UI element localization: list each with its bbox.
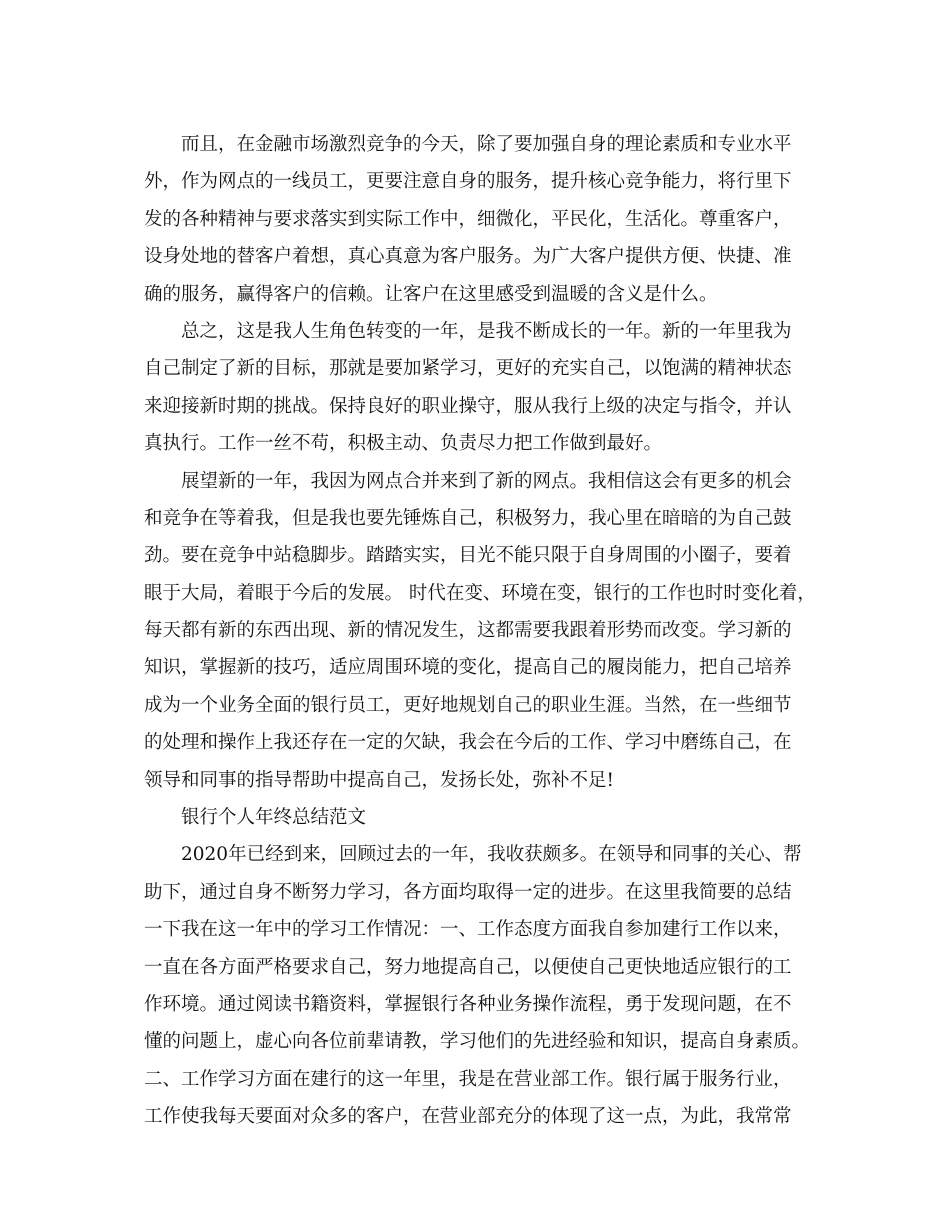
- text-line: 和竞争在等着我，但是我也要先锤炼自己，积极努力，我心里在暗暗的为自己鼓: [144, 507, 792, 529]
- text-line: 2020年已经到来，回顾过去的一年，我收获颇多。在领导和同事的关心、帮: [181, 844, 802, 866]
- text-line: 自己制定了新的目标，那就是要加紧学习，更好的充实自己，以饱满的精神状态: [144, 358, 792, 380]
- text-line: 真执行。工作一丝不苟，积极主动、负责尽力把工作做到最好。: [144, 433, 663, 455]
- text-line: 工作使我每天要面对众多的客户，在营业部充分的体现了这一点，为此，我常常: [144, 1106, 792, 1128]
- text-line: 一下我在这一年中的学习工作情况：一、工作态度方面我自参加建行工作以来，: [144, 919, 792, 941]
- text-line: 一直在各方面严格要求自己，努力地提高自己，以便使自己更快地适应银行的工: [144, 956, 792, 978]
- text-line: 作环境。通过阅读书籍资料，掌握银行各种业务操作流程，勇于发现问题，在不: [144, 993, 792, 1015]
- text-line: 懂的问题上，虚心向各位前辈请教，学习他们的先进经验和知识，提高自身素质。: [144, 1031, 811, 1053]
- text-line: 来迎接新时期的挑战。保持良好的职业操守，服从我行上级的决定与指令，并认: [144, 395, 792, 417]
- document-body: [144, 126, 824, 1136]
- text-line: 设身处地的替客户着想，真心真意为客户服务。为广大客户提供方便、快捷、准: [144, 246, 792, 268]
- text-line: 二、工作学习方面在建行的这一年里，我是在营业部工作。银行属于服务行业，: [144, 1068, 792, 1090]
- text-line: 确的服务，赢得客户的信赖。让客户在这里感受到温暖的含义是什么。: [144, 283, 718, 305]
- text-line: 展望新的一年，我因为网点合并来到了新的网点。我相信这会有更多的机会: [181, 470, 792, 492]
- text-line: 的处理和操作上我还存在一定的欠缺，我会在今后的工作、学习中磨练自己，在: [144, 732, 792, 754]
- text-line: 助下，通过自身不断努力学习，各方面均取得一定的进步。在这里我简要的总结: [144, 881, 792, 903]
- text-line: 发的各种精神与要求落实到实际工作中，细微化，平民化，生活化。尊重客户，: [144, 208, 792, 230]
- text-line: 外，作为网点的一线员工，更要注意自身的服务，提升核心竞争能力，将行里下: [144, 171, 792, 193]
- text-line: 每天都有新的东西出现、新的情况发生，这都需要我跟着形势而改变。学习新的: [144, 620, 792, 642]
- text-line: 眼于大局，着眼于今后的发展。 时代在变、环境在变，银行的工作也时时变化着，: [144, 582, 816, 604]
- text-line: 总之，这是我人生角色转变的一年，是我不断成长的一年。新的一年里我为: [181, 320, 792, 342]
- text-line: 劲。要在竞争中站稳脚步。踏踏实实，目光不能只限于自身周围的小圈子，要着: [144, 545, 792, 567]
- text-line: 领导和同事的指导帮助中提高自己，发扬长处，弥补不足!: [144, 769, 614, 791]
- text-line: 而且，在金融市场激烈竞争的今天，除了要加强自身的理论素质和专业水平: [181, 134, 792, 155]
- text-line: 银行个人年终总结范文: [181, 807, 367, 829]
- text-line: 成为一个业务全面的银行员工，更好地规划自己的职业生涯。当然，在一些细节: [144, 694, 792, 716]
- text-line: 知识，掌握新的技巧，适应周围环境的变化，提高自己的履岗能力，把自己培养: [144, 657, 792, 679]
